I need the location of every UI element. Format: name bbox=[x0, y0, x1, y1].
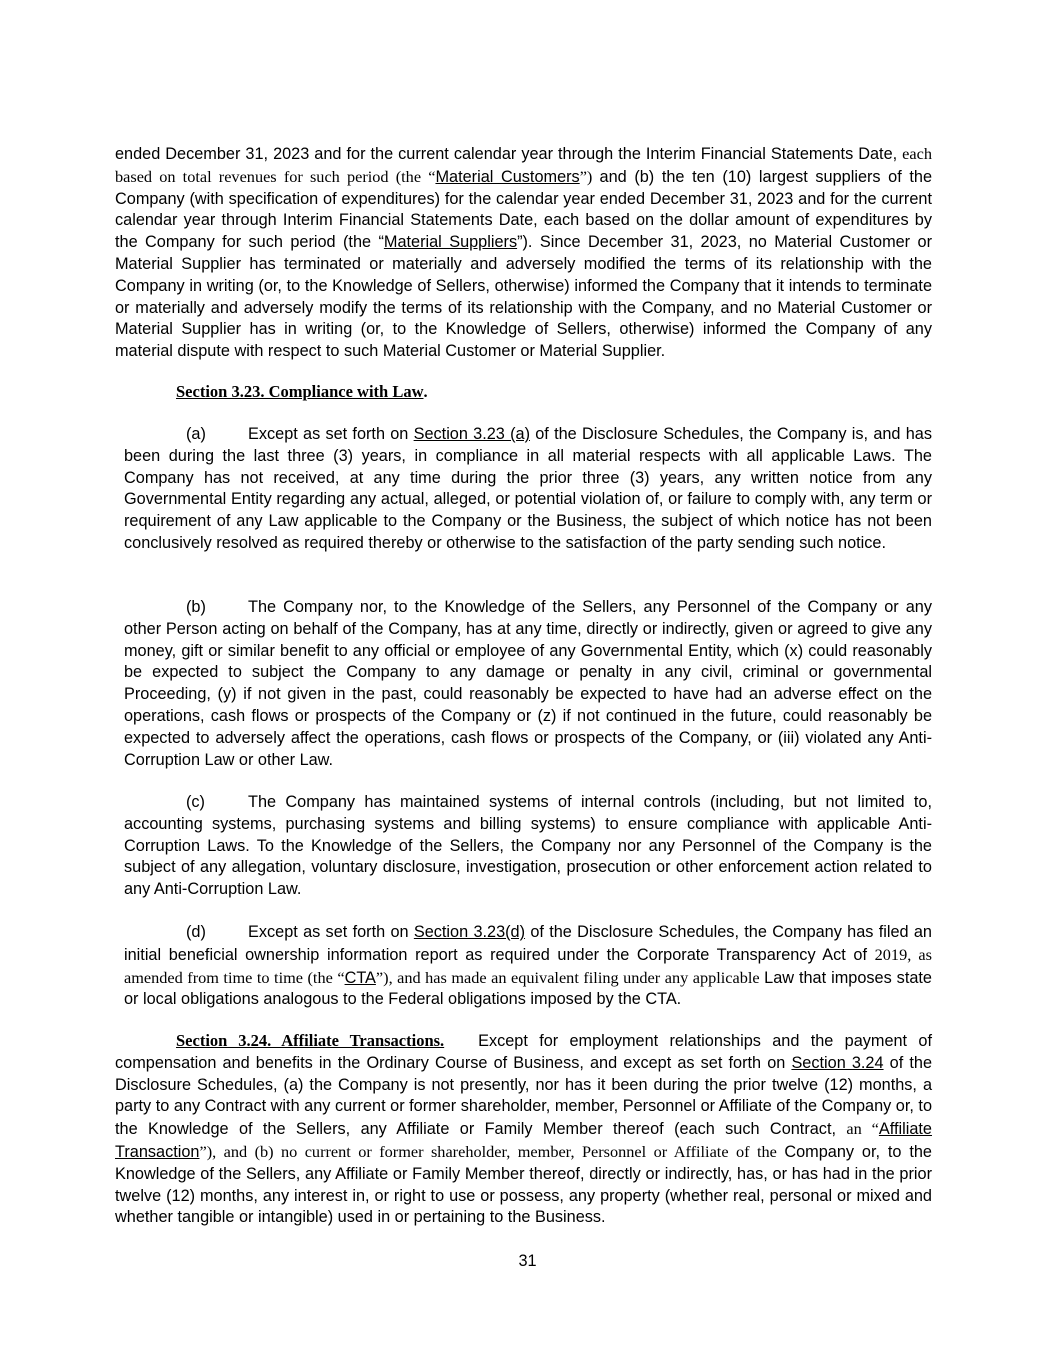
section-heading-3-24: Section 3.24. Affiliate Transactions. bbox=[176, 1031, 445, 1050]
subsection-label: (a) bbox=[186, 425, 206, 443]
defined-term-cta: CTA bbox=[344, 968, 376, 987]
defined-term-material-customers: Material Customers bbox=[435, 167, 580, 186]
defined-term-affiliate-transaction: Affiliate Transaction bbox=[115, 1120, 932, 1161]
subsection-label: (b) bbox=[186, 598, 206, 616]
subsection-label: (c) bbox=[186, 793, 205, 811]
section-reference: Section 3.24 bbox=[791, 1053, 884, 1072]
subsection-d: (d) Except as set forth on Section 3.23(d) of the Disclosure Schedules, the Company has filed an initial beneficial ownership information report as required under the Corporate Transparency Act of 2019, as amended from time to time (the “CTA”), and has made an equivalent filing under any applicable Law that imposes state or local obligations analogous to the Federal obligations imposed by the CTA. bbox=[124, 923, 932, 1009]
subsection-c: (c) The Company has maintained systems of internal controls (including, but not limited to, accounting systems, purchasing systems and billing systems) to ensure compliance with applicable Anti-Corruption Laws. To the Knowledge of the Sellers, the Company nor any Personnel of the Company is the subject of any allegation, voluntary disclosure, investigation, prosecution or other enforcement action related to any Anti-Corruption Law. bbox=[124, 793, 932, 899]
page-number: 31 bbox=[518, 1252, 537, 1270]
section-3-24-affiliate-transactions: Section 3.24. Affiliate Transactions. Except for employment relationships and the payment of compensation and benefits in the Ordinary Course of Business, and except as set forth on Section 3.24 of the Disclosure Schedules, (a) the Company is not presently, nor has it been during the prior twelve (12) months, a party to any Contract with any current or former shareholder, member, Personnel or Affiliate of the Company or, to the Knowledge of the Sellers, any Affiliate or Family Member thereof (each such Contract, an “Affiliate Transaction”), and (b) no current or former shareholder, member, Personnel or Affiliate of the Company or, to the Knowledge of the Sellers, any Affiliate or Family Member thereof, directly or indirectly, has, or has had in the prior twelve (12) months, any interest in, or right to use or possess, any property (whether real, personal or mixed and whether tangible or intangible) used in or pertaining to the Business. bbox=[115, 1031, 933, 1227]
section-reference: Section 3.23(d) bbox=[413, 923, 526, 941]
subsection-a: (a) Except as set forth on Section 3.23 (a) of the Disclosure Schedules, the Company is, and has been during the last three (3) years, in compliance in all material respects with all applicable Laws. The Company has not received, at any time during the prior three (3) years, any written notice from any Governmental Entity regarding any actual, alleged, or potential violation of, or failure to comply with, any term or requirement of any Law applicable to the Company or the Business, the subject of which notice has not been conclusively resolved as required thereby or otherwise to the satisfaction of the party sending such notice. bbox=[124, 425, 932, 552]
defined-term-material-suppliers: Material Suppliers bbox=[383, 233, 518, 252]
paragraph-material-customers-suppliers: ended December 31, 2023 and for the current calendar year through the Interim Financial Statements Date, each based on total revenues for such period (the “Material Customers”) and (b) the ten (10) largest suppliers of the Company (with specification of expenditures) for the calendar year ended December 31, 2023 and for the current calendar year through Interim Financial Statements Date, each based on the dollar amount of expenditures by the Company for such period (the “Material Suppliers”). Since December 31, 2023, no Material Customer or Material Supplier has terminated or materially and adversely modified the terms of its relationship with the Company in writing (or, to the Knowledge of Sellers, otherwise) informed the Company that it intends to terminate or materially and adversely modify the terms of its relationship with the Company, and no Material Customer or Material Supplier has in writing (or, to the Knowledge of Sellers, otherwise) informed the Company of any material dispute with respect to such Material Customer or Material Supplier. bbox=[115, 144, 933, 361]
subsection-b: (b) The Company nor, to the Knowledge of the Sellers, any Personnel of the Company or any other Person acting on behalf of the Company, has at any time, directly or indirectly, given or agreed to give any money, gift or similar benefit to any official or employee of any Governmental Entity, which (x) could reasonably be expected to subject the Company to any damage or penalty in any civil, criminal or governmental Proceeding, (y) if not given in the past, could reasonably be expected to have had an adverse effect on the operations, cash flows or prospects of the Company or (z) if not continued in the future, could reasonably be expected to adversely affect the operations, cash flows or prospects of the Company, or (iii) violated any Anti- Corruption Law or other Law. bbox=[124, 598, 932, 769]
section-reference: Section 3.23 (a) bbox=[413, 425, 530, 443]
section-heading-3-23: Section 3.23. Compliance with Law. bbox=[176, 382, 428, 401]
subsection-label: (d) bbox=[186, 923, 206, 941]
